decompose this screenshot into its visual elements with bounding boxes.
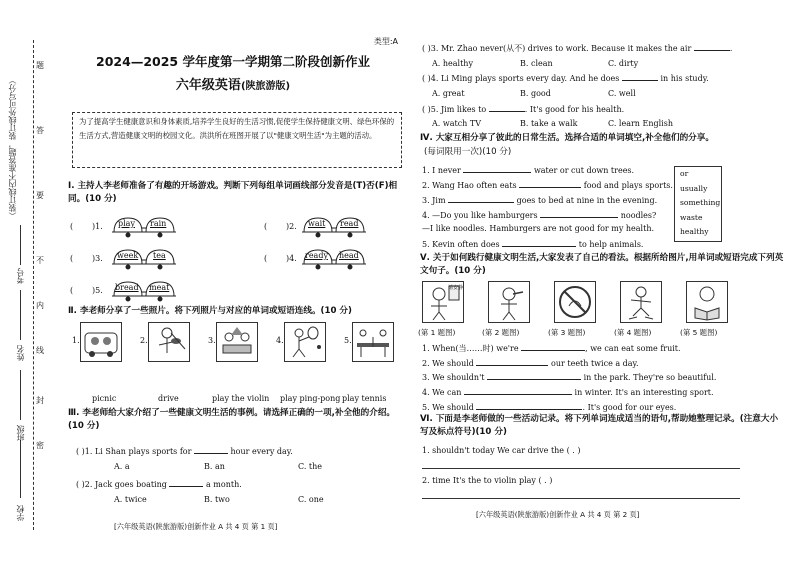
answer-blank[interactable] (476, 357, 548, 366)
seal-char: 答 (36, 126, 44, 135)
s3-q3 (422, 42, 732, 54)
s5-line-4 (422, 386, 714, 398)
option-c[interactable]: C. well (608, 89, 636, 98)
option-b[interactable]: B. take a walk (520, 119, 578, 128)
answer-paren: ( (264, 222, 268, 231)
q-text: 5. We should (422, 403, 474, 412)
s4-line-3 (422, 194, 657, 206)
answer-blank[interactable] (519, 179, 581, 188)
field-class[interactable] (20, 370, 21, 420)
answer-blank[interactable] (502, 238, 576, 247)
q-text: . It's good for his health. (524, 105, 625, 114)
q-text: our teeth twice a day. (551, 359, 639, 368)
word-b: meat (149, 283, 170, 292)
photo-number: 2. (140, 336, 148, 345)
option-a[interactable]: A. great (432, 89, 465, 98)
s4-line-5 (422, 238, 643, 250)
s4-line-2 (422, 179, 673, 191)
q-text: hour every day. (230, 447, 293, 456)
q-text: ( )4. Li Ming plays sports every day. And he does (422, 74, 620, 83)
section3-heading: Ⅲ. 李老师给大家介绍了一些健康文明生活的事例。请选择正确的一项,补全他的介绍。(10 分) (68, 408, 396, 431)
photo-tennis (284, 322, 326, 362)
section4-note: (每词限用一次)(10 分) (424, 147, 512, 157)
word-bank-item: waste (680, 212, 703, 222)
option-b[interactable]: B. good (520, 89, 551, 98)
section4-heading: Ⅳ. 大家互相分享了彼此的日常生活。选择合适的单词填空,补全他们的分享。 (420, 133, 714, 143)
seal-char: 要 (36, 191, 44, 200)
answer-blank[interactable] (463, 164, 531, 173)
s5-line-2 (422, 357, 639, 369)
answer-paren: ( (264, 254, 268, 263)
q-text: in the park. They're so beautiful. (583, 373, 717, 382)
s4-line-4 (422, 209, 656, 221)
pic-q5-read-books (686, 281, 728, 323)
train-car-pair (112, 216, 178, 238)
item-number: )4. (286, 254, 297, 263)
option-c[interactable]: C. one (298, 495, 324, 504)
q-text: water or cut down trees. (533, 166, 635, 175)
train-car-pair (112, 280, 178, 302)
word-a: play (118, 219, 135, 228)
label-exam-no: 考号 (16, 268, 25, 284)
s5-line-1 (422, 342, 681, 354)
answer-blank[interactable] (521, 342, 585, 351)
word-bank-item: usually (680, 183, 708, 193)
q-text: 3. Jim (422, 196, 446, 205)
label-school: 学校 (16, 505, 25, 521)
s6-q2: 2. time It's the to violin play ( . ) (422, 476, 553, 485)
option-a[interactable]: A. twice (114, 495, 147, 504)
word-a: ready (305, 251, 328, 260)
option-tennis[interactable]: play tennis (342, 394, 387, 403)
answer-line[interactable] (422, 498, 740, 499)
type-label: 类型:A (373, 37, 398, 46)
doc-subtitle: 六年级英语(陕旅游版) (175, 78, 291, 93)
q-text: 2. We should (422, 359, 474, 368)
label-class: 班级 (16, 425, 25, 441)
seal-char: 不 (36, 256, 44, 265)
q-text: ( )2. Jack goes boating (76, 480, 167, 489)
answer-blank[interactable] (540, 209, 618, 218)
q-text: , we can eat some fruit. (585, 344, 681, 353)
s4-line-1 (422, 164, 634, 176)
word-bank-item: or (680, 169, 689, 178)
option-a[interactable]: A. a (114, 462, 130, 471)
q-text: 4. —Do you like hamburgers (422, 211, 538, 220)
caption-3: (第 3 题图) (548, 328, 586, 337)
field-school[interactable] (20, 440, 21, 498)
item-number: )3. (92, 254, 103, 263)
s5-line-5 (422, 401, 676, 413)
s5-line-3 (422, 371, 716, 383)
photo-number: 4. (276, 336, 284, 345)
q-text: ( )3. Mr. Zhao never(从不) drives to work. Because it makes the air (422, 44, 692, 53)
option-ping-pong[interactable]: play ping-pong (280, 394, 341, 403)
word-b: read (340, 219, 359, 228)
answer-blank[interactable] (694, 42, 730, 51)
binding-strip (0, 0, 58, 561)
q-text: a month. (205, 480, 242, 489)
pic-q2-brush-teeth (488, 281, 530, 323)
train-car-pair (302, 248, 368, 270)
option-b[interactable]: B. an (204, 462, 225, 471)
q-text: 1. I never (422, 166, 461, 175)
pic-q4-skate (620, 281, 662, 323)
q-text: . (729, 44, 733, 53)
caption-4: (第 4 题图) (614, 328, 652, 337)
photo-violin (148, 322, 190, 362)
s3-q4 (422, 72, 709, 84)
binding-note: （装订线内不准答题，装订线外可写分） (8, 76, 17, 220)
section1-heading: Ⅰ. 主持人李老师准备了有趣的开场游戏。判断下列每组单词画线部分发音是(T)否(F)相同。(10 分) (68, 181, 398, 204)
option-violin[interactable]: play the violin (212, 394, 270, 403)
photo-number: 1. (72, 336, 80, 345)
answer-paren: ( (70, 286, 74, 295)
seal-char: 内 (36, 301, 44, 310)
word-a: bread (115, 283, 139, 292)
q-text: 1. When(当……时) we're (422, 344, 519, 353)
photo-number: 5. (344, 336, 352, 345)
label-name: 姓名 (16, 345, 25, 361)
q-text: 5. Kevin often does (422, 240, 500, 249)
word-b: tea (153, 251, 166, 260)
word-bank-item: something (680, 198, 721, 208)
word-b: rain (150, 219, 167, 228)
footer-left: [六年级英语(陕旅游版)创新作业 A 共 4 页 第 1 页] (114, 522, 278, 531)
answer-blank[interactable] (489, 103, 525, 112)
s6-q1: 1. shouldn't today We car drive the ( . ) (422, 446, 581, 455)
answer-paren: ( (70, 254, 74, 263)
q-text: in his study. (660, 74, 709, 83)
option-b[interactable]: B. two (204, 495, 230, 504)
q-text: 3. We shouldn't (422, 373, 485, 382)
answer-paren: ( (70, 222, 74, 231)
option-c[interactable]: C. dirty (608, 59, 639, 68)
binding-dashed-line (33, 40, 34, 530)
section5-heading: Ⅴ. 关于如何践行健康文明生活,大家发表了自己的看法。根据所给图片,用单词或短语完成下列英文句子。(10 分) (420, 253, 784, 276)
option-c[interactable]: C. the (298, 462, 323, 471)
item-number: )2. (286, 222, 297, 231)
answer-blank[interactable] (622, 72, 658, 81)
answer-blank[interactable] (448, 194, 514, 203)
answer-blank[interactable] (194, 445, 228, 454)
photo-picnic (216, 322, 258, 362)
s3-q5 (422, 103, 624, 115)
item-number: )1. (92, 222, 103, 231)
q-text: ( )5. Jim likes to (422, 105, 487, 114)
page-left (62, 0, 404, 561)
field-name[interactable] (20, 290, 21, 340)
answer-blank[interactable] (476, 401, 582, 410)
seal-char: 线 (36, 346, 44, 355)
intro-box: 为了提高学生健康意识和身体素质,培养学生良好的生活习惯,促使学生保持健康文明、绿色环保的生活方式,营造健康文明的校园文化。洪洪所在班图开展了以"健康文明生活"为主题的活动。 (72, 112, 402, 168)
q-text: goes to bed at nine in the evening. (516, 196, 658, 205)
q-text: in winter. It's an interesting sport. (574, 388, 714, 397)
section2-heading: Ⅱ. 李老师分享了一些照片。将下列照片与对应的单词或短语连线。(10 分) (68, 306, 352, 316)
q-text: noodles? (620, 211, 657, 220)
photo-drive (80, 322, 122, 362)
photo-ping-pong (352, 322, 394, 362)
q-text: 4. We can (422, 388, 462, 397)
q-text: 2. Wang Hao often eats (422, 181, 517, 190)
option-drive[interactable]: drive (158, 394, 179, 403)
word-a: wait (308, 219, 326, 228)
answer-blank[interactable] (487, 371, 581, 380)
q-text: ( )1. Li Shan plays sports for (76, 447, 192, 456)
caption-5: (第 5 题图) (680, 328, 718, 337)
option-c[interactable]: C. learn English (608, 119, 673, 128)
option-picnic[interactable]: picnic (92, 394, 117, 403)
word-bank (674, 166, 722, 242)
q-text: . It's good for our eyes. (582, 403, 677, 412)
answer-blank[interactable] (169, 478, 203, 487)
item-number: )5. (92, 286, 103, 295)
pic-q3-no-picking-flowers (554, 281, 596, 323)
caption-2: (第 2 题图) (482, 328, 520, 337)
section6-heading: Ⅵ. 下面是李老师做的一些活动记录。将下列单词连成适当的语句,帮助她整理记录。(注意大小写及标点符号)(10 分) (420, 414, 779, 437)
s3-q1 (76, 445, 293, 457)
page-right (418, 0, 788, 561)
q-text: food and plays sports. (583, 181, 673, 190)
word-b: head (339, 251, 359, 260)
train-car-pair (112, 248, 178, 270)
s4-line-4b: —I like noodles. Hamburgers are not good for my health. (422, 224, 655, 233)
seal-char: 密 (36, 441, 44, 450)
answer-line[interactable] (422, 468, 740, 469)
seal-char: 封 (36, 396, 44, 405)
s3-q2 (76, 478, 242, 490)
word-bank-item: healthy (680, 227, 709, 237)
doc-title: 2024—2025 学年度第一学期第二阶段创新作业 (96, 54, 370, 69)
option-a[interactable]: A. healthy (432, 59, 473, 68)
seal-char: 题 (36, 61, 44, 70)
option-b[interactable]: B. clean (520, 59, 553, 68)
q-text: to help animals. (578, 240, 644, 249)
field-exam-no[interactable] (20, 225, 21, 265)
caption-1: (第 1 题图) (418, 328, 456, 337)
option-a[interactable]: A. watch TV (432, 119, 481, 128)
photo-number: 3. (208, 336, 216, 345)
answer-blank[interactable] (464, 386, 572, 395)
footer-right: [六年级英语(陕旅游版)创新作业 A 共 4 页 第 2 页] (476, 510, 640, 519)
word-a: week (117, 251, 139, 260)
sign-text: 请安静 (448, 285, 464, 291)
train-car-pair (302, 216, 368, 238)
